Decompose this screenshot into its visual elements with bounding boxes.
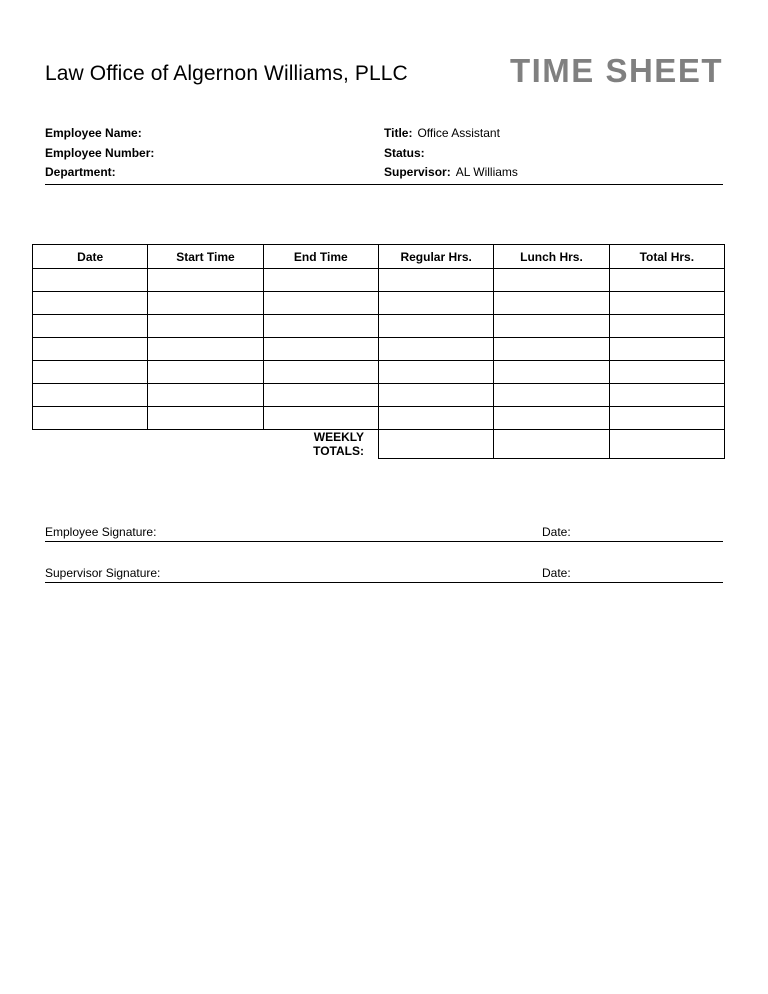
end-time-cell[interactable]	[263, 338, 378, 361]
employee-signature-date-label: Date:	[542, 525, 571, 539]
weekly-totals-label: WEEKLY TOTALS:	[263, 430, 378, 459]
supervisor-signature-date-label: Date:	[542, 566, 571, 580]
total-hrs-cell[interactable]	[609, 292, 724, 315]
end-time-cell[interactable]	[263, 384, 378, 407]
start-time-column-header: Start Time	[148, 245, 263, 269]
table-row	[33, 384, 725, 407]
lunch-hrs-cell[interactable]	[494, 407, 609, 430]
start-time-cell[interactable]	[148, 361, 263, 384]
department-row	[45, 165, 159, 185]
time-table	[32, 244, 725, 459]
date-cell[interactable]	[33, 407, 148, 430]
supervisor-value[interactable]: AL Williams	[455, 165, 518, 179]
date-cell[interactable]	[33, 384, 148, 407]
end-time-cell[interactable]	[263, 361, 378, 384]
date-column-header: Date	[33, 245, 148, 269]
supervisor-row	[384, 165, 518, 185]
employee-signature-label: Employee Signature:	[45, 525, 157, 539]
start-time-cell[interactable]	[148, 315, 263, 338]
start-time-cell[interactable]	[148, 269, 263, 292]
employee-number-label: Employee Number:	[45, 145, 155, 160]
start-time-cell[interactable]	[148, 407, 263, 430]
table-row	[33, 361, 725, 384]
supervisor-signature-line[interactable]	[45, 564, 723, 583]
lunch-hrs-cell[interactable]	[494, 315, 609, 338]
date-cell[interactable]	[33, 292, 148, 315]
date-cell[interactable]	[33, 338, 148, 361]
total-hrs-cell[interactable]	[609, 269, 724, 292]
table-header-row	[33, 245, 725, 269]
regular-hrs-cell[interactable]	[378, 384, 493, 407]
start-time-cell[interactable]	[148, 338, 263, 361]
supervisor-label: Supervisor:	[384, 165, 451, 179]
info-divider	[45, 184, 723, 185]
start-time-cell[interactable]	[148, 292, 263, 315]
lunch-hrs-column-header: Lunch Hrs.	[494, 245, 609, 269]
regular-hrs-cell[interactable]	[378, 361, 493, 384]
employee-name-row	[45, 126, 159, 146]
date-cell[interactable]	[33, 361, 148, 384]
company-name: Law Office of Algernon Williams, PLLC	[45, 62, 408, 85]
weekly-totals-spacer	[148, 430, 263, 459]
end-time-cell[interactable]	[263, 315, 378, 338]
employee-info-left	[45, 126, 159, 185]
regular-hrs-column-header: Regular Hrs.	[378, 245, 493, 269]
end-time-column-header: End Time	[263, 245, 378, 269]
date-cell[interactable]	[33, 315, 148, 338]
total-hrs-cell[interactable]	[609, 315, 724, 338]
regular-hrs-cell[interactable]	[378, 338, 493, 361]
weekly-lunch-hrs-cell[interactable]	[494, 430, 609, 459]
table-row	[33, 315, 725, 338]
status-label: Status:	[384, 145, 425, 160]
weekly-total-hrs-cell[interactable]	[609, 430, 724, 459]
end-time-cell[interactable]	[263, 269, 378, 292]
lunch-hrs-cell[interactable]	[494, 269, 609, 292]
table-row	[33, 269, 725, 292]
weekly-totals-row	[33, 430, 725, 459]
title-label: Title:	[384, 126, 413, 140]
status-row	[384, 146, 518, 166]
start-time-cell[interactable]	[148, 384, 263, 407]
lunch-hrs-cell[interactable]	[494, 361, 609, 384]
weekly-regular-hrs-cell[interactable]	[378, 430, 493, 459]
end-time-cell[interactable]	[263, 292, 378, 315]
regular-hrs-cell[interactable]	[378, 407, 493, 430]
total-hrs-cell[interactable]	[609, 384, 724, 407]
regular-hrs-cell[interactable]	[378, 292, 493, 315]
regular-hrs-cell[interactable]	[378, 269, 493, 292]
employee-name-label: Employee Name:	[45, 126, 142, 140]
weekly-totals-spacer	[33, 430, 148, 459]
lunch-hrs-cell[interactable]	[494, 384, 609, 407]
total-hrs-cell[interactable]	[609, 338, 724, 361]
lunch-hrs-cell[interactable]	[494, 338, 609, 361]
department-label: Department:	[45, 165, 116, 179]
title-value[interactable]: Office Assistant	[417, 126, 500, 140]
supervisor-signature-label: Supervisor Signature:	[45, 566, 161, 580]
end-time-cell[interactable]	[263, 407, 378, 430]
employee-number-row	[45, 146, 159, 166]
employee-signature-line[interactable]	[45, 523, 723, 542]
table-row	[33, 292, 725, 315]
regular-hrs-cell[interactable]	[378, 315, 493, 338]
title-row	[384, 126, 518, 146]
document-title: TIME SHEET	[509, 52, 723, 89]
lunch-hrs-cell[interactable]	[494, 292, 609, 315]
document-header	[45, 52, 723, 92]
total-hrs-cell[interactable]	[609, 407, 724, 430]
total-hrs-column-header: Total Hrs.	[609, 245, 724, 269]
table-row	[33, 338, 725, 361]
date-cell[interactable]	[33, 269, 148, 292]
employee-info-right	[384, 126, 518, 185]
table-row	[33, 407, 725, 430]
total-hrs-cell[interactable]	[609, 361, 724, 384]
